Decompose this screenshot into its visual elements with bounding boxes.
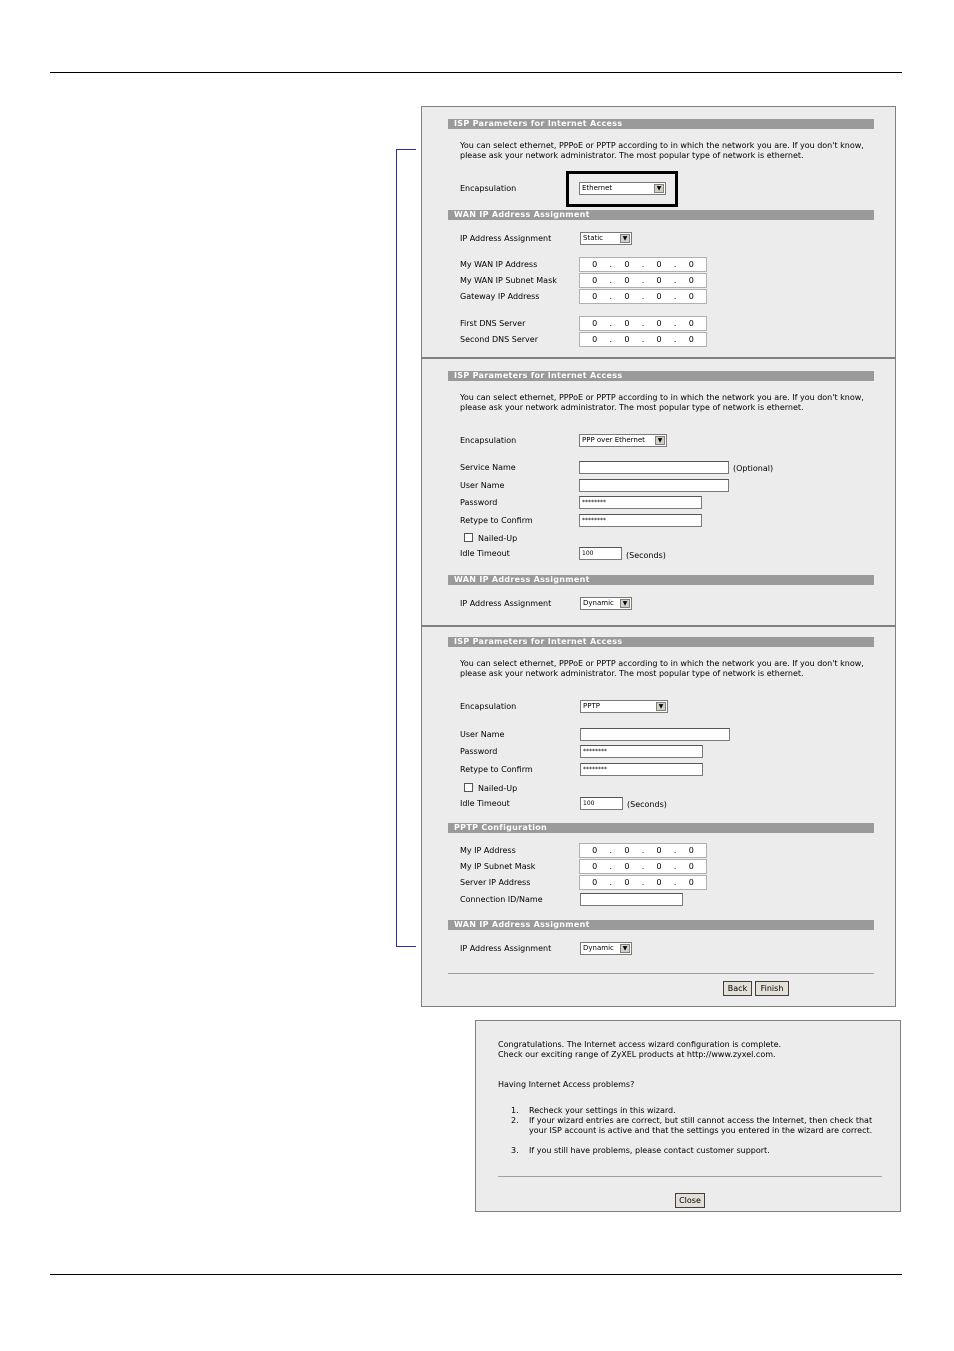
ip-assignment-label: IP Address Assignment <box>460 944 552 953</box>
list-item: Recheck your settings in this wizard. <box>529 1106 676 1115</box>
encapsulation-label: Encapsulation <box>460 702 517 711</box>
first-dns-label: First DNS Server <box>460 319 526 328</box>
bottom-rule <box>50 1274 902 1275</box>
ip-assignment-select[interactable] <box>580 942 632 955</box>
optional-note: (Optional) <box>733 464 774 473</box>
congrats-line-2: Check our exciting range of ZyXEL products at http://www.zyxel.com. <box>498 1050 776 1059</box>
finish-button[interactable]: Finish <box>755 981 789 996</box>
ip-assignment-select[interactable] <box>580 232 632 245</box>
encapsulation-description: You can select ethernet, PPPoE or PPTP according to in which the network you are. If you don't know, please ask your network administrator. The most popular type of network is ethernet. <box>460 659 864 678</box>
user-name-label: User Name <box>460 481 505 490</box>
button-separator <box>498 1176 882 1177</box>
grouping-bracket <box>396 149 416 947</box>
my-ip-input[interactable]: 0 . 0 . 0 . 0 <box>579 843 707 858</box>
wan-ip-header: WAN IP Address Assignment <box>448 210 874 220</box>
pppoe-panel <box>421 358 896 626</box>
chevron-down-icon: ▼ <box>620 944 630 953</box>
isp-parameters-header: ISP Parameters for Internet Access <box>448 119 874 129</box>
ip-assignment-label: IP Address Assignment <box>460 234 552 243</box>
encapsulation-description: You can select ethernet, PPPoE or PPTP according to in which the network you are. If you don't know, please ask your network administrator. The most popular type of network is ethernet. <box>460 393 864 412</box>
list-item: If you still have problems, please contact customer support. <box>529 1146 770 1155</box>
isp-parameters-header: ISP Parameters for Internet Access <box>448 371 874 381</box>
retype-label: Retype to Confirm <box>460 516 533 525</box>
password-label: Password <box>460 747 498 756</box>
second-dns-input[interactable]: 0 . 0 . 0 . 0 <box>579 332 707 347</box>
idle-timeout-input[interactable]: 100 <box>579 547 622 560</box>
chevron-down-icon: ▼ <box>620 234 630 243</box>
pptp-configuration-header: PPTP Configuration <box>448 823 874 833</box>
encapsulation-description: You can select ethernet, PPPoE or PPTP according to in which the network you are. If you don't know, please ask your network administrator. The most popular type of network is ethernet. <box>460 141 864 160</box>
encapsulation-value: PPTP <box>583 702 600 710</box>
gateway-ip-label: Gateway IP Address <box>460 292 540 301</box>
encapsulation-label: Encapsulation <box>460 436 517 445</box>
gateway-ip-input[interactable]: 0 . 0 . 0 . 0 <box>579 289 707 304</box>
congrats-line-1: Congratulations. The Internet access wizard configuration is complete. <box>498 1040 782 1049</box>
server-ip-input[interactable]: 0 . 0 . 0 . 0 <box>579 875 707 890</box>
pptp-panel <box>421 626 896 1007</box>
password-input[interactable]: ******** <box>579 496 702 509</box>
my-subnet-label: My IP Subnet Mask <box>460 862 536 871</box>
password-input[interactable]: ******** <box>580 745 703 758</box>
user-name-label: User Name <box>460 730 505 739</box>
chevron-down-icon: ▼ <box>655 436 665 445</box>
encapsulation-value: PPP over Ethernet <box>582 436 645 444</box>
first-dns-input[interactable]: 0 . 0 . 0 . 0 <box>579 316 707 331</box>
ip-assignment-select[interactable] <box>580 597 632 610</box>
my-wan-subnet-label: My WAN IP Subnet Mask <box>460 276 557 285</box>
wan-ip-header: WAN IP Address Assignment <box>448 575 874 585</box>
ethernet-panel <box>421 106 896 358</box>
back-button[interactable]: Back <box>723 981 752 996</box>
button-separator <box>448 973 874 974</box>
chevron-down-icon: ▼ <box>620 599 630 608</box>
password-label: Password <box>460 498 498 507</box>
congratulations-panel <box>475 1020 901 1212</box>
encapsulation-select[interactable] <box>580 700 668 713</box>
list-item-number: 2. <box>511 1116 519 1125</box>
my-wan-subnet-input[interactable]: 0 . 0 . 0 . 0 <box>579 273 707 288</box>
connection-id-input[interactable] <box>580 893 683 906</box>
my-wan-ip-label: My WAN IP Address <box>460 260 538 269</box>
service-name-input[interactable] <box>579 461 729 474</box>
ip-assignment-label: IP Address Assignment <box>460 599 552 608</box>
connection-id-label: Connection ID/Name <box>460 895 543 904</box>
encapsulation-select[interactable] <box>579 182 666 195</box>
list-item-number: 3. <box>511 1146 519 1155</box>
chevron-down-icon: ▼ <box>656 702 666 711</box>
nailed-up-label: Nailed-Up <box>478 534 518 543</box>
user-name-input[interactable] <box>580 728 730 741</box>
encapsulation-value: Ethernet <box>582 184 613 192</box>
top-rule <box>50 72 902 73</box>
chevron-down-icon: ▼ <box>654 184 664 193</box>
isp-parameters-header: ISP Parameters for Internet Access <box>448 637 874 647</box>
problems-heading: Having Internet Access problems? <box>498 1080 635 1089</box>
encapsulation-select[interactable] <box>579 434 667 447</box>
wan-ip-header: WAN IP Address Assignment <box>448 920 874 930</box>
idle-timeout-input[interactable]: 100 <box>580 797 623 810</box>
seconds-note: (Seconds) <box>626 551 666 560</box>
service-name-label: Service Name <box>460 463 516 472</box>
my-wan-ip-input[interactable]: 0 . 0 . 0 . 0 <box>579 257 707 272</box>
retype-label: Retype to Confirm <box>460 765 533 774</box>
my-ip-label: My IP Address <box>460 846 516 855</box>
idle-timeout-label: Idle Timeout <box>460 549 510 558</box>
nailed-up-checkbox[interactable] <box>464 533 473 542</box>
user-name-input[interactable] <box>579 479 729 492</box>
idle-timeout-label: Idle Timeout <box>460 799 510 808</box>
second-dns-label: Second DNS Server <box>460 335 538 344</box>
ip-assignment-value: Dynamic <box>583 599 614 607</box>
retype-input[interactable]: ******** <box>579 514 702 527</box>
server-ip-label: Server IP Address <box>460 878 531 887</box>
nailed-up-checkbox[interactable] <box>464 783 473 792</box>
seconds-note: (Seconds) <box>627 800 667 809</box>
encapsulation-label: Encapsulation <box>460 184 517 193</box>
ip-assignment-value: Static <box>583 234 604 242</box>
close-button[interactable]: Close <box>675 1193 705 1208</box>
retype-input[interactable]: ******** <box>580 763 703 776</box>
list-item: If your wizard entries are correct, but still cannot access the Internet, then check that your ISP account is active and that the settings you entered in the wizard are correct. <box>529 1116 873 1135</box>
nailed-up-label: Nailed-Up <box>478 784 518 793</box>
list-item-number: 1. <box>511 1106 519 1115</box>
ip-assignment-value: Dynamic <box>583 944 614 952</box>
my-subnet-input[interactable]: 0 . 0 . 0 . 0 <box>579 859 707 874</box>
